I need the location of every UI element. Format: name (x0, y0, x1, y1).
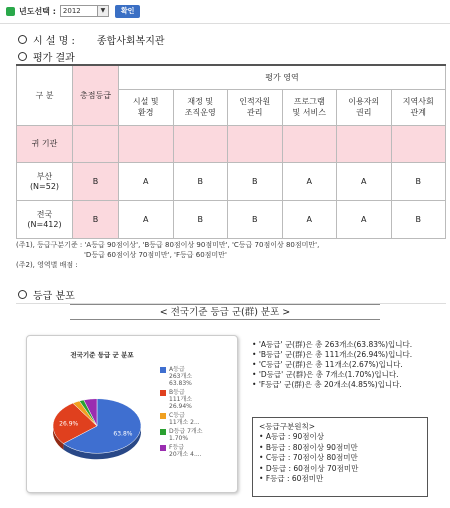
legend-text: A등급 (169, 366, 185, 373)
stat-item: • 'B등급' 군(群)은 총 111개소(26.94%)입니다. (252, 350, 412, 360)
chart-title: 전국기준 등급 군 분포 (70, 351, 134, 359)
grade-cell: B (173, 162, 228, 200)
grade-cell (228, 125, 283, 162)
grade-table (16, 64, 446, 239)
note-2: (주2), 영역별 배점 : (16, 261, 78, 269)
legend-text: 63.83% (169, 380, 192, 387)
area-header-0 (119, 89, 174, 125)
grade-cell: B (73, 162, 119, 200)
area-line-1: 이용자의 (348, 97, 380, 106)
legend-swatch (160, 413, 166, 419)
area-header-5 (391, 89, 446, 125)
note-1b: 'D등급 60점이상 70점미만', 'F등급 60점미만' (84, 251, 227, 259)
grade-cell: A (119, 200, 174, 238)
year-selector-bar (6, 4, 140, 18)
distribution-heading-text: 등급 분포 (33, 291, 75, 302)
legend-text: 26.94% (169, 403, 192, 410)
legend-item (160, 366, 238, 387)
grade-cell: B (391, 200, 446, 238)
table-notes (16, 240, 319, 270)
year-selector-label: 년도선택 : (19, 6, 56, 16)
grade-cell: B (73, 200, 119, 238)
legend-text: 11개소 2... (169, 419, 200, 426)
criteria-item: • A등급 : 90점이상 (259, 432, 421, 442)
legend-text: 111개소 (169, 396, 193, 403)
area-header-3 (282, 89, 337, 125)
row-name: 귀 기관 (17, 125, 73, 162)
confirm-button[interactable]: 확인 (115, 5, 141, 18)
circle-bullet-icon (18, 290, 27, 299)
evaluation-heading-text: 평가 결과 (33, 53, 75, 64)
area-line-1: 인적자원 (239, 97, 271, 106)
grade-cell (173, 125, 228, 162)
grade-cell (282, 125, 337, 162)
grade-cell (73, 125, 119, 162)
table-row (17, 200, 446, 238)
chevron-down-icon[interactable]: ▼ (98, 5, 109, 17)
note-1: (주1), 등급구분기준 : 'A등급 90점이상', 'B등급 80점이상 90점미만', 'C등급 70점이상 80점미만', (16, 241, 320, 249)
grade-criteria-box (252, 417, 428, 497)
facility-label: 시 설 명 : (33, 36, 75, 47)
table-row (17, 125, 446, 162)
grade-cell: B (173, 200, 228, 238)
legend-text: B등급 (169, 389, 185, 396)
circle-bullet-icon (18, 35, 27, 44)
legend-text: 1.70% (169, 435, 189, 442)
legend-swatch (160, 367, 166, 373)
stat-item: • 'C등급' 군(群)은 총 11개소(2.67%)입니다. (252, 360, 412, 370)
legend-swatch (160, 429, 166, 435)
year-select[interactable]: 2012 (60, 5, 98, 17)
facility-line (18, 32, 165, 47)
row-name: 부산 (N=52) (17, 162, 73, 200)
pie-data-label: 63.8% (113, 430, 133, 438)
legend-text: D등급 7개소 (169, 428, 203, 435)
col-total-header: 총점등급 (73, 65, 119, 125)
criteria-item: • F등급 : 60점미만 (259, 474, 421, 484)
grade-stats-list (252, 340, 412, 390)
facility-name: 종합사회복지관 (96, 36, 165, 47)
legend-item (160, 428, 238, 442)
area-line-2: 관리 (247, 108, 263, 117)
area-line-1: 프로그램 (293, 97, 325, 106)
chart-legend (160, 366, 238, 460)
area-line-2: 및 서비스 (292, 108, 326, 117)
grade-cell (337, 125, 392, 162)
legend-text: 20개소 4.... (169, 451, 202, 458)
grade-cell (391, 125, 446, 162)
distribution-title: < 전국기준 등급 군(群) 분포 > (70, 304, 380, 320)
grade-cell (119, 125, 174, 162)
grade-cell: A (119, 162, 174, 200)
stat-item: • 'F등급' 군(群)은 총 20개소(4.85%)입니다. (252, 380, 412, 390)
area-line-2: 환경 (138, 108, 154, 117)
row-name: 전국 (N=412) (17, 200, 73, 238)
legend-item (160, 444, 238, 458)
stat-item: • 'D등급' 군(群)은 총 7개소(1.70%)입니다. (252, 370, 412, 380)
area-header-4 (337, 89, 392, 125)
pie-chart (27, 336, 157, 486)
col-division-header: 구 분 (17, 65, 73, 125)
criteria-title: <등급구분원칙> (259, 422, 316, 431)
legend-swatch (160, 445, 166, 451)
area-line-1: 시설 및 (132, 97, 159, 106)
criteria-item: • B등급 : 80점이상 90점미만 (259, 443, 421, 453)
legend-swatch (160, 390, 166, 396)
area-line-2: 권리 (356, 108, 372, 117)
legend-text: C등급 (169, 412, 185, 419)
area-line-1: 지역사회 (402, 97, 434, 106)
top-divider (0, 23, 450, 24)
legend-text: 263개소 (169, 373, 193, 380)
criteria-item: • D등급 : 60점이상 70점미만 (259, 464, 421, 474)
area-line-1: 재정 및 (187, 97, 214, 106)
grade-cell: A (337, 200, 392, 238)
stat-item: • 'A등급' 군(群)은 총 263개소(63.83%)입니다. (252, 340, 412, 350)
col-area-header: 평가 영역 (119, 65, 446, 89)
legend-text: F등급 (169, 444, 185, 451)
grade-cell: B (228, 162, 283, 200)
table-row (17, 162, 446, 200)
evaluation-heading (18, 49, 75, 64)
pie-data-label: 26.9% (59, 420, 79, 428)
criteria-item: • C등급 : 70점이상 80점미만 (259, 453, 421, 463)
legend-item (160, 389, 238, 410)
grade-cell: B (391, 162, 446, 200)
area-line-2: 관계 (410, 108, 426, 117)
legend-item (160, 412, 238, 426)
grade-cell: A (282, 200, 337, 238)
area-header-2 (228, 89, 283, 125)
grade-cell: A (282, 162, 337, 200)
grade-cell: A (337, 162, 392, 200)
area-header-1 (173, 89, 228, 125)
area-line-2: 조직운영 (184, 108, 216, 117)
pie-chart-panel (26, 335, 238, 493)
distribution-heading (18, 287, 75, 302)
grade-cell: B (228, 200, 283, 238)
circle-bullet-icon (18, 52, 27, 61)
bullet-icon (6, 7, 15, 16)
